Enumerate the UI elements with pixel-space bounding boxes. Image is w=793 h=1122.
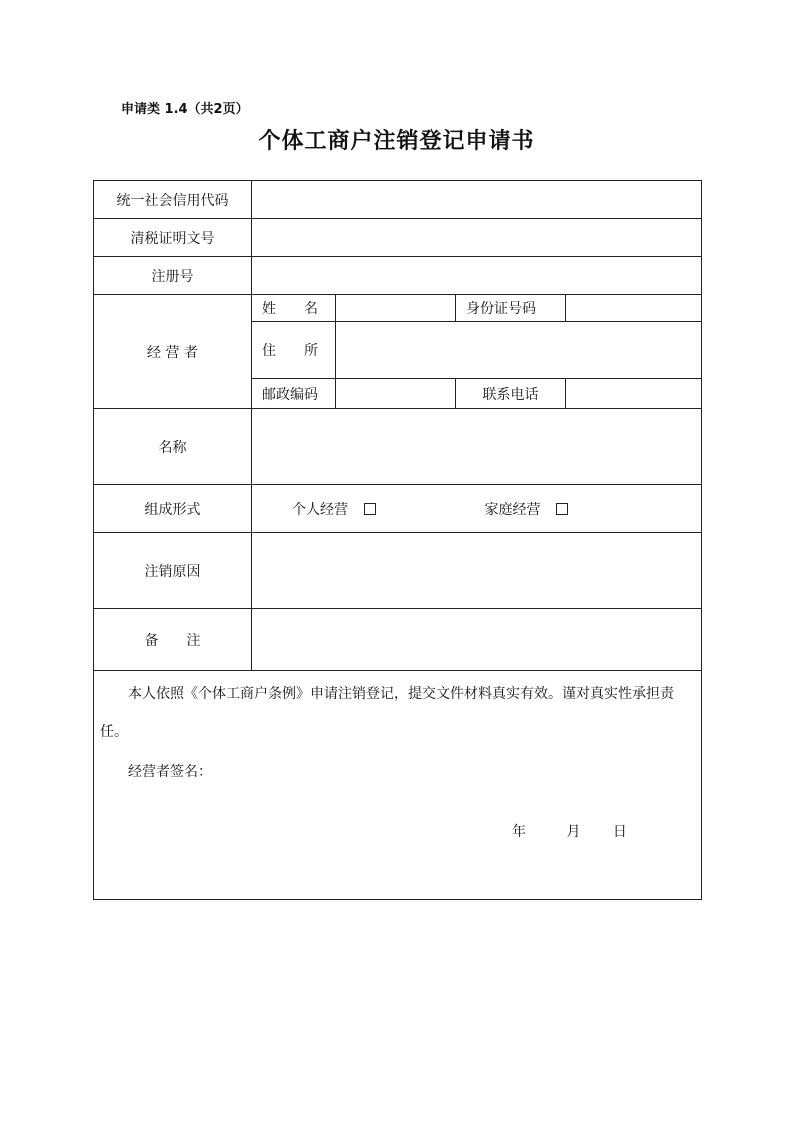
tax-cert-field[interactable] [252,219,702,257]
document-code: 申请类 1.4（共2页） [121,102,249,117]
address-label: 住 所 [252,322,336,379]
org-option-family[interactable] [484,499,568,519]
remarks-field[interactable] [252,609,702,671]
tax-cert-label: 清税证明文号 [94,219,252,257]
operator-label: 经 营 者 [94,295,252,409]
date-month-label: 月 [566,824,581,840]
credit-code-field[interactable] [252,181,702,219]
org-form-label: 组成形式 [94,485,252,533]
credit-code-label: 统一社会信用代码 [94,181,252,219]
date-day-label: 日 [612,824,627,840]
id-number-field[interactable] [566,295,702,322]
checkbox-icon[interactable] [556,503,568,515]
org-option-family-label: 家庭经营 [484,501,541,518]
remarks-label: 备 注 [94,609,252,671]
date-line [94,821,701,841]
cancel-reason-field[interactable] [252,533,702,609]
business-name-field[interactable] [252,409,702,485]
date-year-label: 年 [512,824,526,840]
org-option-individual[interactable] [292,499,376,519]
postcode-field[interactable] [336,379,456,409]
reg-no-field[interactable] [252,257,702,295]
application-form [93,180,702,900]
org-form-options [252,485,702,533]
declaration-section [94,671,702,900]
business-name-label: 名称 [94,409,252,485]
declaration-text: 本人依照《个体工商户条例》申请注销登记，提交文件材料真实有效。谨对真实性承担责任。 [100,686,674,740]
cancel-reason-label: 注销原因 [94,533,252,609]
page-title: 个体工商户注销登记申请书 [258,129,535,154]
signature-label: 经营者签名： [128,764,212,780]
reg-no-label: 注册号 [94,257,252,295]
operator-name-field[interactable] [336,295,456,322]
operator-name-label: 姓 名 [252,295,336,322]
address-field[interactable] [336,322,702,379]
phone-field[interactable] [566,379,702,409]
id-number-label: 身份证号码 [456,295,566,322]
org-option-individual-label: 个人经营 [292,501,348,518]
checkbox-icon[interactable] [364,503,376,515]
postcode-label: 邮政编码 [252,379,336,409]
phone-label: 联系电话 [456,379,566,409]
